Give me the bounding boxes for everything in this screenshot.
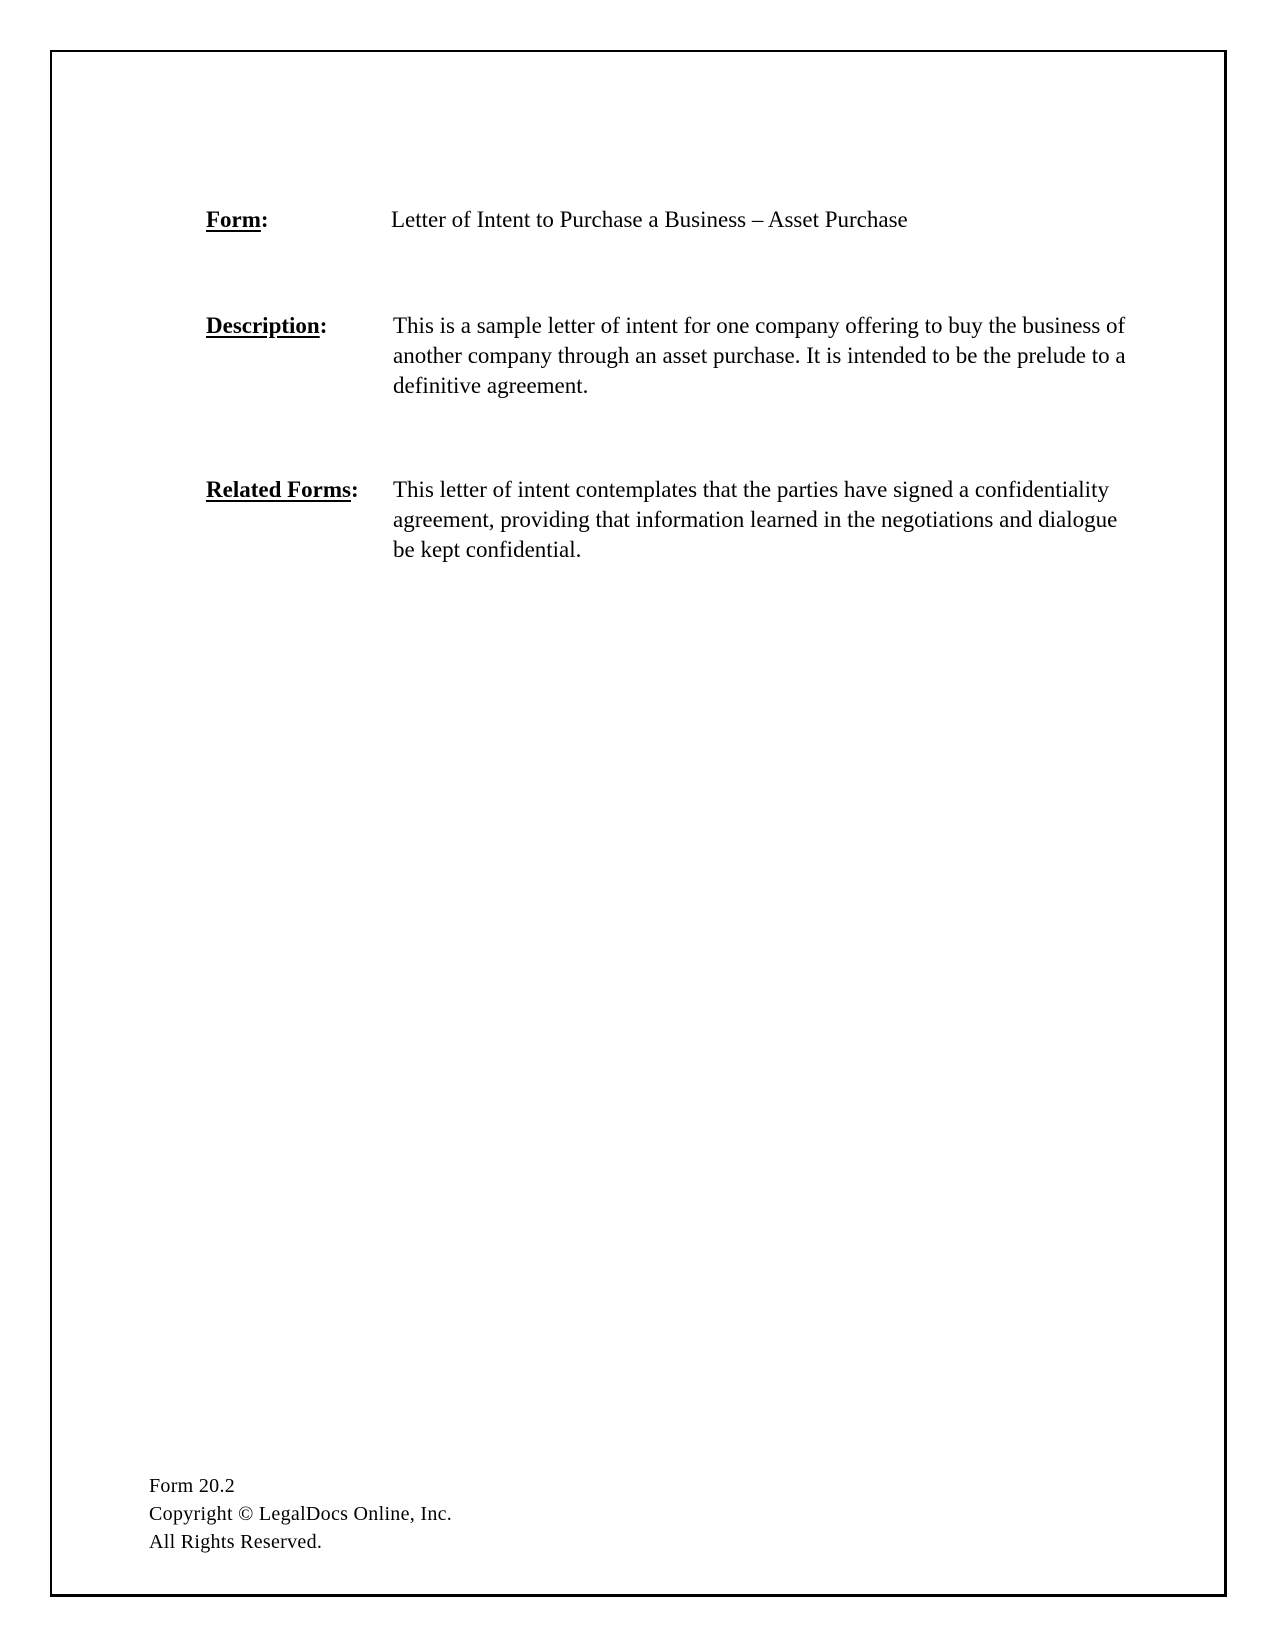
related-forms-label-colon: :	[351, 477, 359, 502]
description-label	[206, 311, 327, 341]
form-label	[206, 205, 269, 235]
description-label-colon: :	[319, 313, 328, 338]
related-forms-value: This letter of intent contemplates that the parties have signed a confidentiality agreement, providing that information learned in the negotiations and dialogue be kept confidential.	[393, 477, 1118, 562]
footer-rights: All Rights Reserved.	[149, 1531, 323, 1553]
related-forms-label-text: Related Forms	[206, 477, 351, 502]
form-label-colon: :	[260, 207, 269, 232]
description-label-text: Description	[206, 313, 320, 338]
form-value: Letter of Intent to Purchase a Business – Asset Purchase	[391, 207, 908, 232]
page-border	[50, 50, 1227, 1597]
footer-copyright: Copyright © LegalDocs Online, Inc.	[149, 1503, 453, 1525]
related-forms-label	[206, 475, 359, 505]
description-value: This is a sample letter of intent for one company offering to buy the business of another company through an asset purchase. It is intended to be the prelude to a definitive agreement.	[393, 313, 1126, 398]
form-label-text: Form	[206, 207, 261, 232]
page-footer	[149, 1472, 452, 1556]
footer-form-number: Form 20.2	[149, 1475, 236, 1497]
